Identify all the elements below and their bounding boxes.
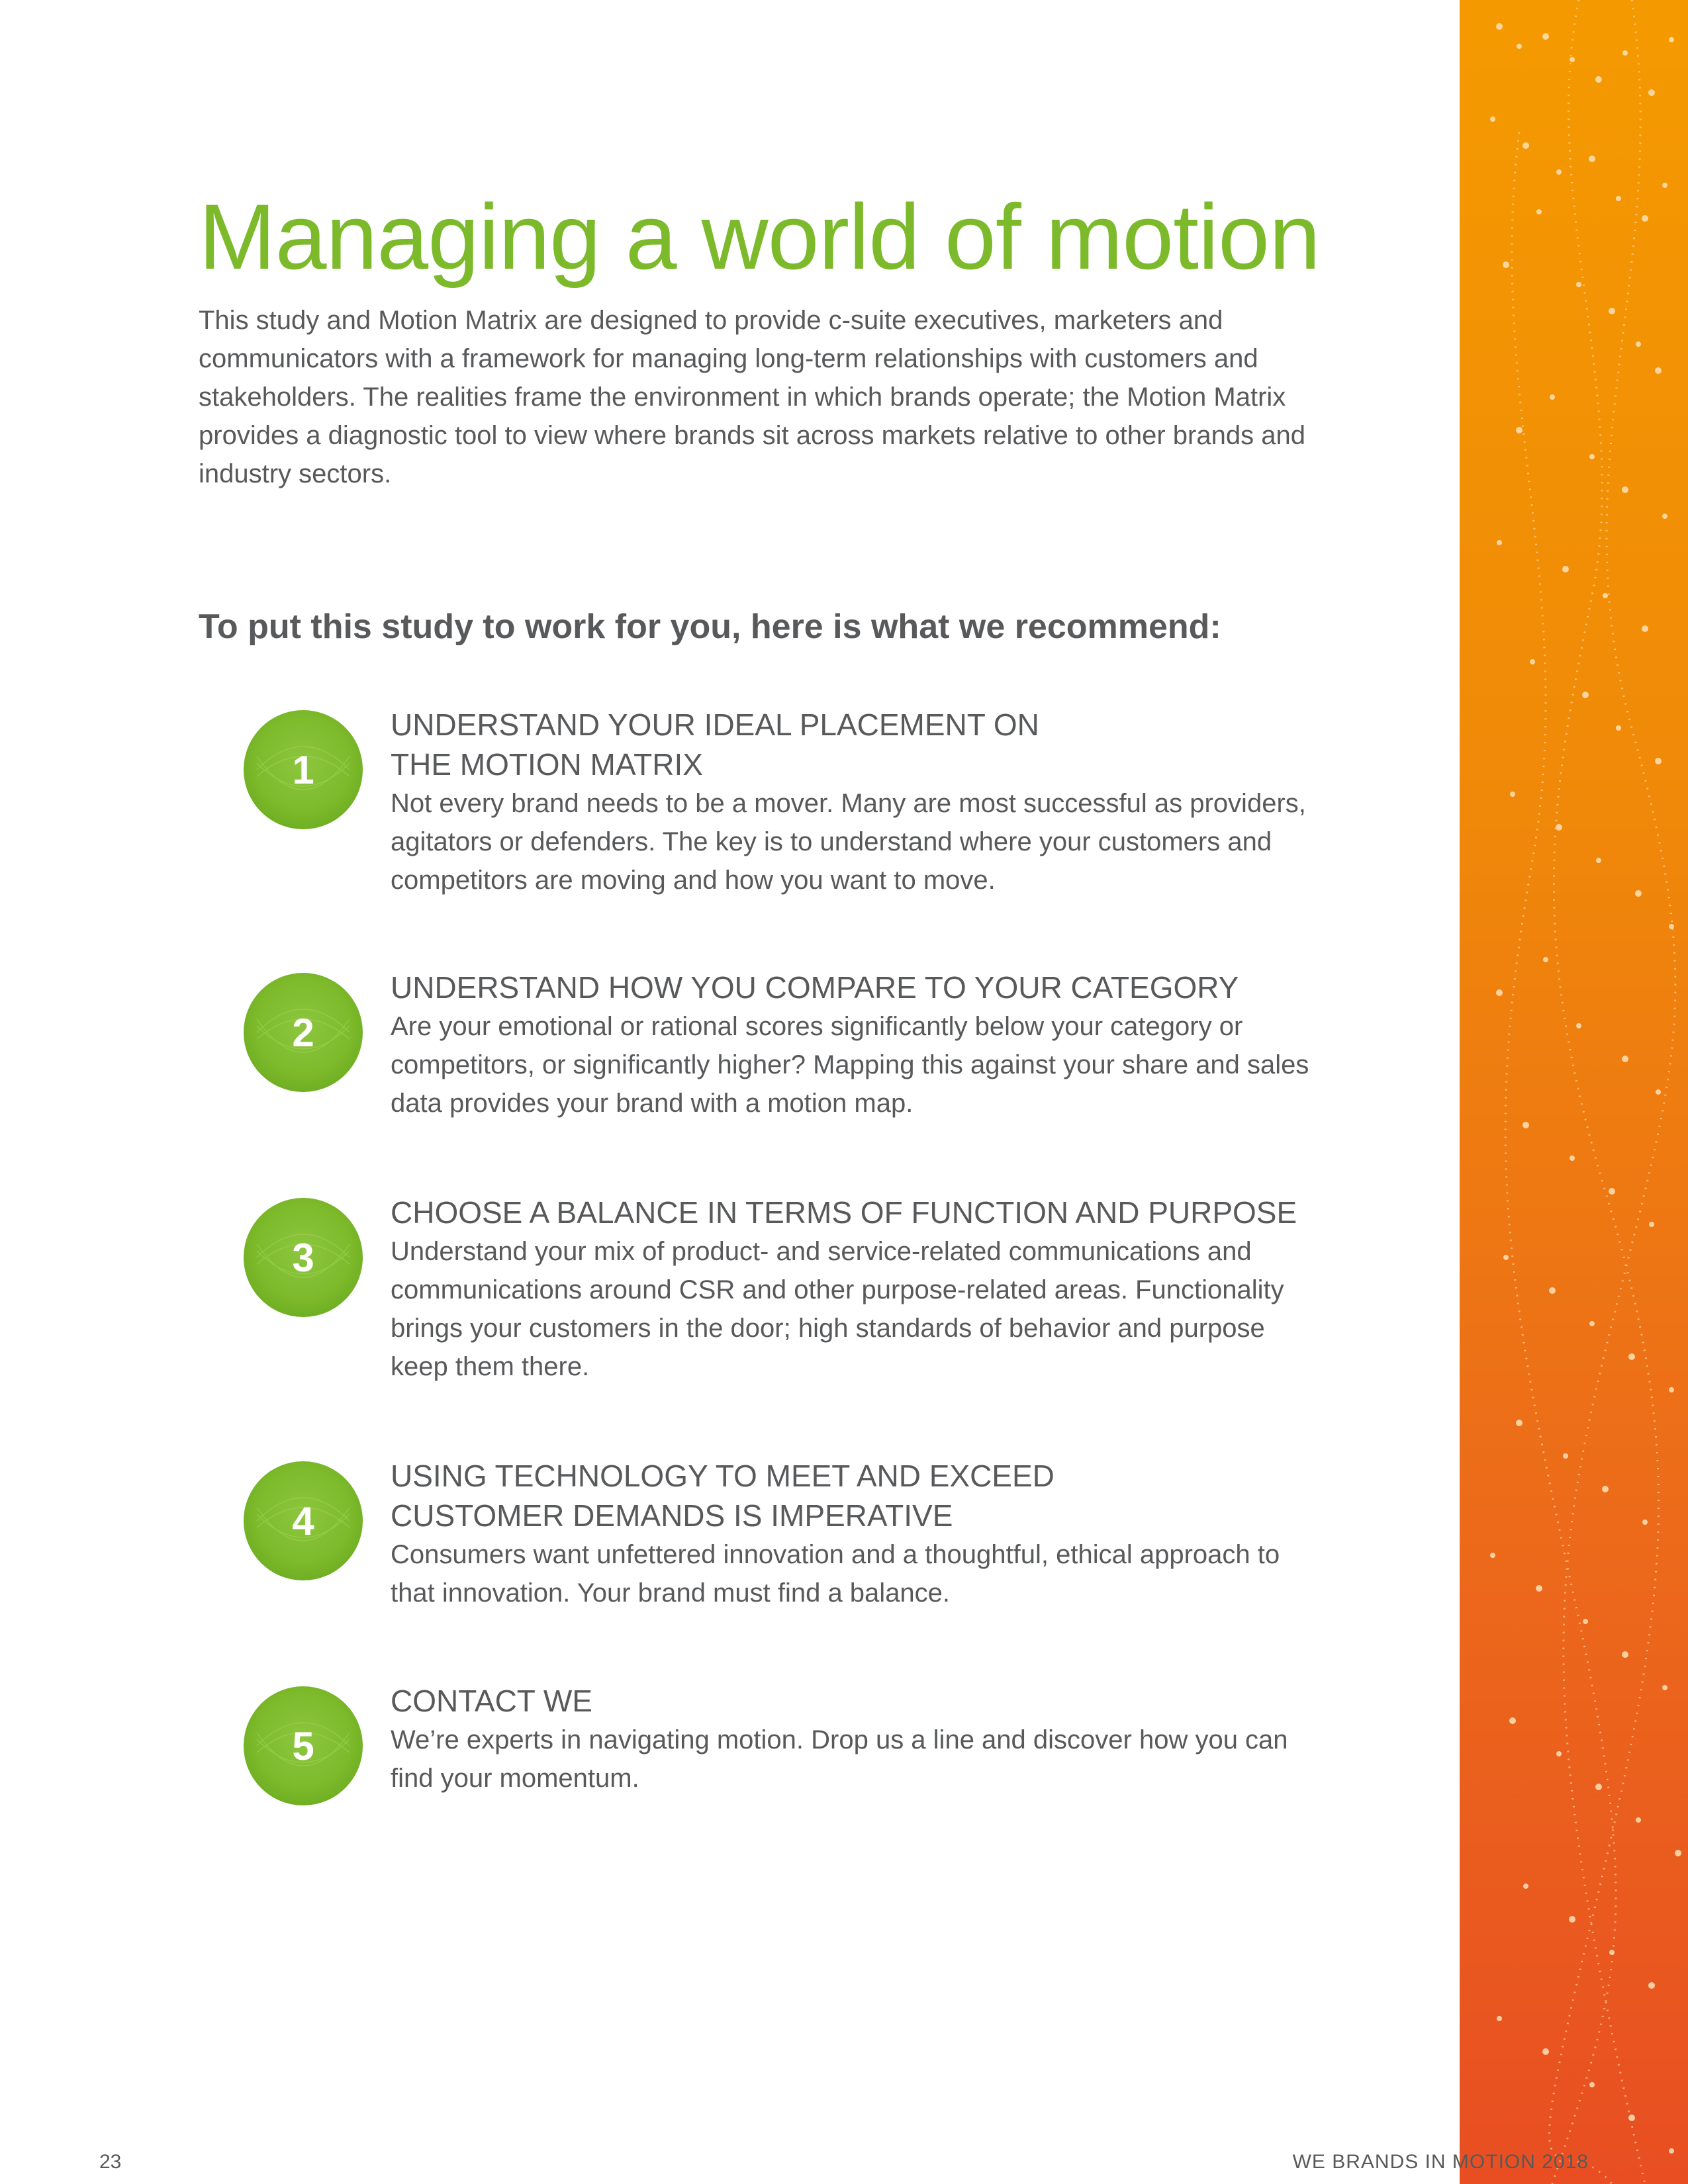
page-number: 23	[99, 2151, 122, 2173]
decorative-particle-band	[1460, 0, 1688, 2184]
step-title-line1: USING TECHNOLOGY TO MEET AND EXCEED	[391, 1459, 1055, 1493]
step-description: Are your emotional or rational scores significantly below your category or competitors, or significantly higher? Mapping this against your share and sales data provides your brand with a motion map.	[391, 1012, 1309, 1118]
step-title-line2: CUSTOMER DEMANDS IS IMPERATIVE	[391, 1498, 953, 1533]
step-number: 4	[292, 1498, 314, 1543]
step-text	[391, 705, 1317, 899]
step-title-line1: UNDERSTAND YOUR IDEAL PLACEMENT ON	[391, 707, 1039, 742]
step-number: 5	[292, 1723, 314, 1768]
step-badge-3	[244, 1198, 363, 1317]
particle-pattern	[1460, 0, 1688, 2184]
recommendation-heading: To put this study to work for you, here is what we recommend:	[199, 608, 1221, 646]
step-description: We’re experts in navigating motion. Drop us a line and discover how you can find your momentum.	[391, 1725, 1288, 1793]
step-number: 2	[292, 1010, 314, 1055]
intro-paragraph: This study and Motion Matrix are designed to provide c-suite executives, marketers and communicators with a framework for managing long-term relationships with customers and stakeholders. The realities frame the environment in which brands operate; the Motion Matrix provides a diagnostic tool to view where brands sit across markets relative to other brands and industry sectors.	[199, 306, 1305, 488]
step-number: 1	[292, 747, 314, 792]
step-description: Not every brand needs to be a mover. Many are most successful as providers, agitators or defenders. The key is to understand where your customers and competitors are moving and how you want to move.	[391, 789, 1306, 895]
step-description: Consumers want unfettered innovation and a thoughtful, ethical approach to that innovation. Your brand must find a balance.	[391, 1540, 1280, 1608]
step-badge-5	[244, 1686, 363, 1805]
step-text	[391, 1456, 1317, 1612]
step-badge-4	[244, 1461, 363, 1580]
publication-title: WE BRANDS IN MOTION 2018	[1292, 2151, 1589, 2173]
step-title-line1: CONTACT WE	[391, 1684, 592, 1718]
step-title-line1: CHOOSE A BALANCE IN TERMS OF FUNCTION AND PURPOSE	[391, 1195, 1297, 1230]
step-badge-1	[244, 710, 363, 829]
step-title-line1: UNDERSTAND HOW YOU COMPARE TO YOUR CATEGORY	[391, 970, 1239, 1005]
step-title-line2: THE MOTION MATRIX	[391, 747, 703, 782]
step-number: 3	[292, 1235, 314, 1280]
step-description: Understand your mix of product- and service-related communications and communications around CSR and other purpose-related areas. Functionality brings your customers in the door; high standards of behavior and purpose keep them there.	[391, 1237, 1284, 1381]
step-text	[391, 1681, 1317, 1797]
step-text	[391, 968, 1317, 1122]
step-text	[391, 1193, 1317, 1386]
step-badge-2	[244, 973, 363, 1092]
page-title: Managing a world of motion	[199, 185, 1320, 289]
